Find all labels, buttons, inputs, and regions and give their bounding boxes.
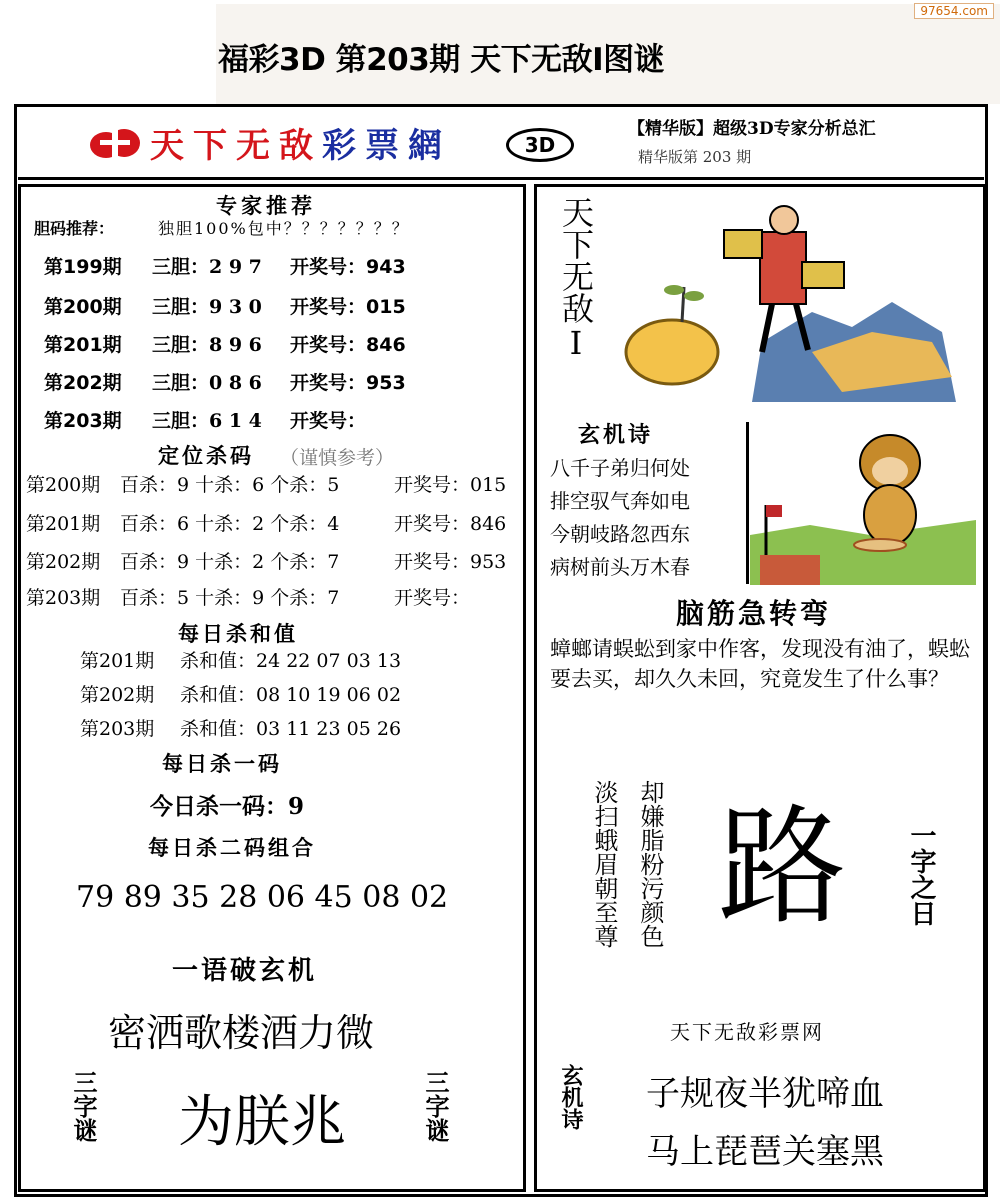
table-row-issue: 第202期 (80, 684, 155, 706)
poem-line: 八千子弟归何处 (550, 456, 690, 480)
table-row-kills: 百杀：5 十杀：9 个杀：7 (120, 587, 340, 609)
hero-illustration (612, 192, 956, 402)
table-row-dan: 三胆：9 3 0 (152, 296, 262, 318)
brain-heading: 脑筋急转弯 (676, 597, 832, 630)
footer-site-name: 天下无敌彩票网 (670, 1020, 824, 1044)
kill-one-heading: 每日杀一码 (162, 752, 282, 776)
table-row-dan: 三胆：8 9 6 (152, 334, 262, 356)
poem2-label: 玄机诗 (558, 1064, 583, 1130)
table-row-result: 开奖号：953 (290, 372, 406, 394)
three-riddle-label-right: 三字谜 (421, 1070, 449, 1142)
table-row-result: 开奖号： (394, 587, 471, 609)
table-row-result: 开奖号：846 (394, 513, 507, 535)
vertical-verse-1: 却嫌脂粉污颜色 (636, 780, 664, 948)
table-row-result: 开奖号：953 (394, 551, 507, 573)
three-riddle-text: 为朕兆 (178, 1090, 346, 1155)
poem-line: 排空驭气奔如电 (550, 489, 690, 513)
dan-value: 独胆100%包中？？？？？？？ (158, 219, 410, 238)
watermark[interactable]: 97654.com (914, 3, 994, 19)
table-row-issue: 第202期 (44, 372, 122, 394)
one-phrase-text: 密洒歌楼酒力微 (108, 1011, 375, 1055)
table-row-issue: 第201期 (80, 650, 155, 672)
side-riddle: 一字之日 (906, 822, 936, 926)
kill-one-text: 今日杀一码：9 (150, 793, 305, 820)
page-title: 福彩3D 第203期 天下无敌Ⅰ图谜 (218, 42, 665, 78)
dan-label: 胆码推荐： (34, 219, 115, 238)
poem-line: 病树前头万木春 (550, 555, 690, 579)
table-row-kills: 百杀：9 十杀：2 个杀：7 (120, 551, 340, 573)
table-row-dan: 三胆：0 8 6 (152, 372, 262, 394)
issue-line: 精华版第 203 期 (638, 148, 752, 166)
expert-heading: 专家推荐 (216, 194, 316, 218)
site-name-blue: 彩票網 (322, 126, 451, 166)
table-row-result: 开奖号：943 (290, 256, 406, 278)
table-row-values: 杀和值：03 11 23 05 26 (180, 718, 402, 740)
poem-line: 今朝岐路忽西东 (550, 522, 690, 546)
lottery-logo-icon (88, 123, 144, 163)
big-riddle-char: 路 (718, 793, 847, 942)
table-row-result: 开奖号：015 (394, 474, 507, 496)
poem2-line: 子规夜半犹啼血 (646, 1074, 884, 1114)
right-vertical-title: 天下无敌Ⅰ (557, 196, 595, 362)
table-row-kills: 百杀：9 十杀：6 个杀：5 (120, 474, 340, 496)
kill-two-text: 79 89 35 28 06 45 08 02 (76, 880, 449, 915)
kill-two-heading: 每日杀二码组合 (148, 836, 316, 860)
table-row-result: 开奖号：015 (290, 296, 406, 318)
edition-label: 【精华版】超级3D专家分析总汇 (628, 119, 876, 139)
table-row-issue: 第200期 (26, 474, 101, 496)
table-row-issue: 第201期 (26, 513, 101, 535)
divider (746, 422, 749, 584)
table-row-kills: 百杀：6 十杀：2 个杀：4 (120, 513, 340, 535)
table-row-values: 杀和值：08 10 19 06 02 (180, 684, 402, 706)
site-name-red: 天下无敌 (150, 126, 322, 166)
table-row-issue: 第202期 (26, 551, 101, 573)
position-kill-heading: 定位杀码 (158, 444, 254, 468)
table-row-dan: 三胆：2 9 7 (152, 256, 262, 278)
table-row-values: 杀和值：24 22 07 03 13 (180, 650, 402, 672)
site-name (150, 118, 451, 167)
brain-text: 蟑螂请蜈蚣到家中作客，发现没有油了，蜈蚣要去买，却久久未回，究竟发生了什么事？ (550, 637, 970, 691)
table-row-issue: 第200期 (44, 296, 122, 318)
3d-logo: 3D (506, 128, 574, 162)
vertical-verse-2: 淡扫蛾眉朝至尊 (590, 780, 618, 948)
table-row-issue: 第203期 (44, 410, 122, 432)
table-row-result: 开奖号：846 (290, 334, 406, 356)
table-row-issue: 第201期 (44, 334, 122, 356)
position-kill-note: （谨慎参考） (280, 447, 395, 469)
three-riddle-label-left: 三字谜 (69, 1070, 97, 1142)
monkey-illustration (750, 405, 976, 585)
table-row-issue: 第199期 (44, 256, 122, 278)
poem2-line: 马上琵琶关塞黑 (646, 1132, 884, 1172)
poem-heading: 玄机诗 (578, 423, 654, 448)
one-phrase-heading: 一语破玄机 (172, 956, 318, 986)
table-row-issue: 第203期 (26, 587, 101, 609)
sum-kill-heading: 每日杀和值 (178, 622, 298, 646)
table-row-dan: 三胆：6 1 4 (152, 410, 262, 432)
table-row-result: 开奖号： (290, 410, 367, 432)
table-row-issue: 第203期 (80, 718, 155, 740)
